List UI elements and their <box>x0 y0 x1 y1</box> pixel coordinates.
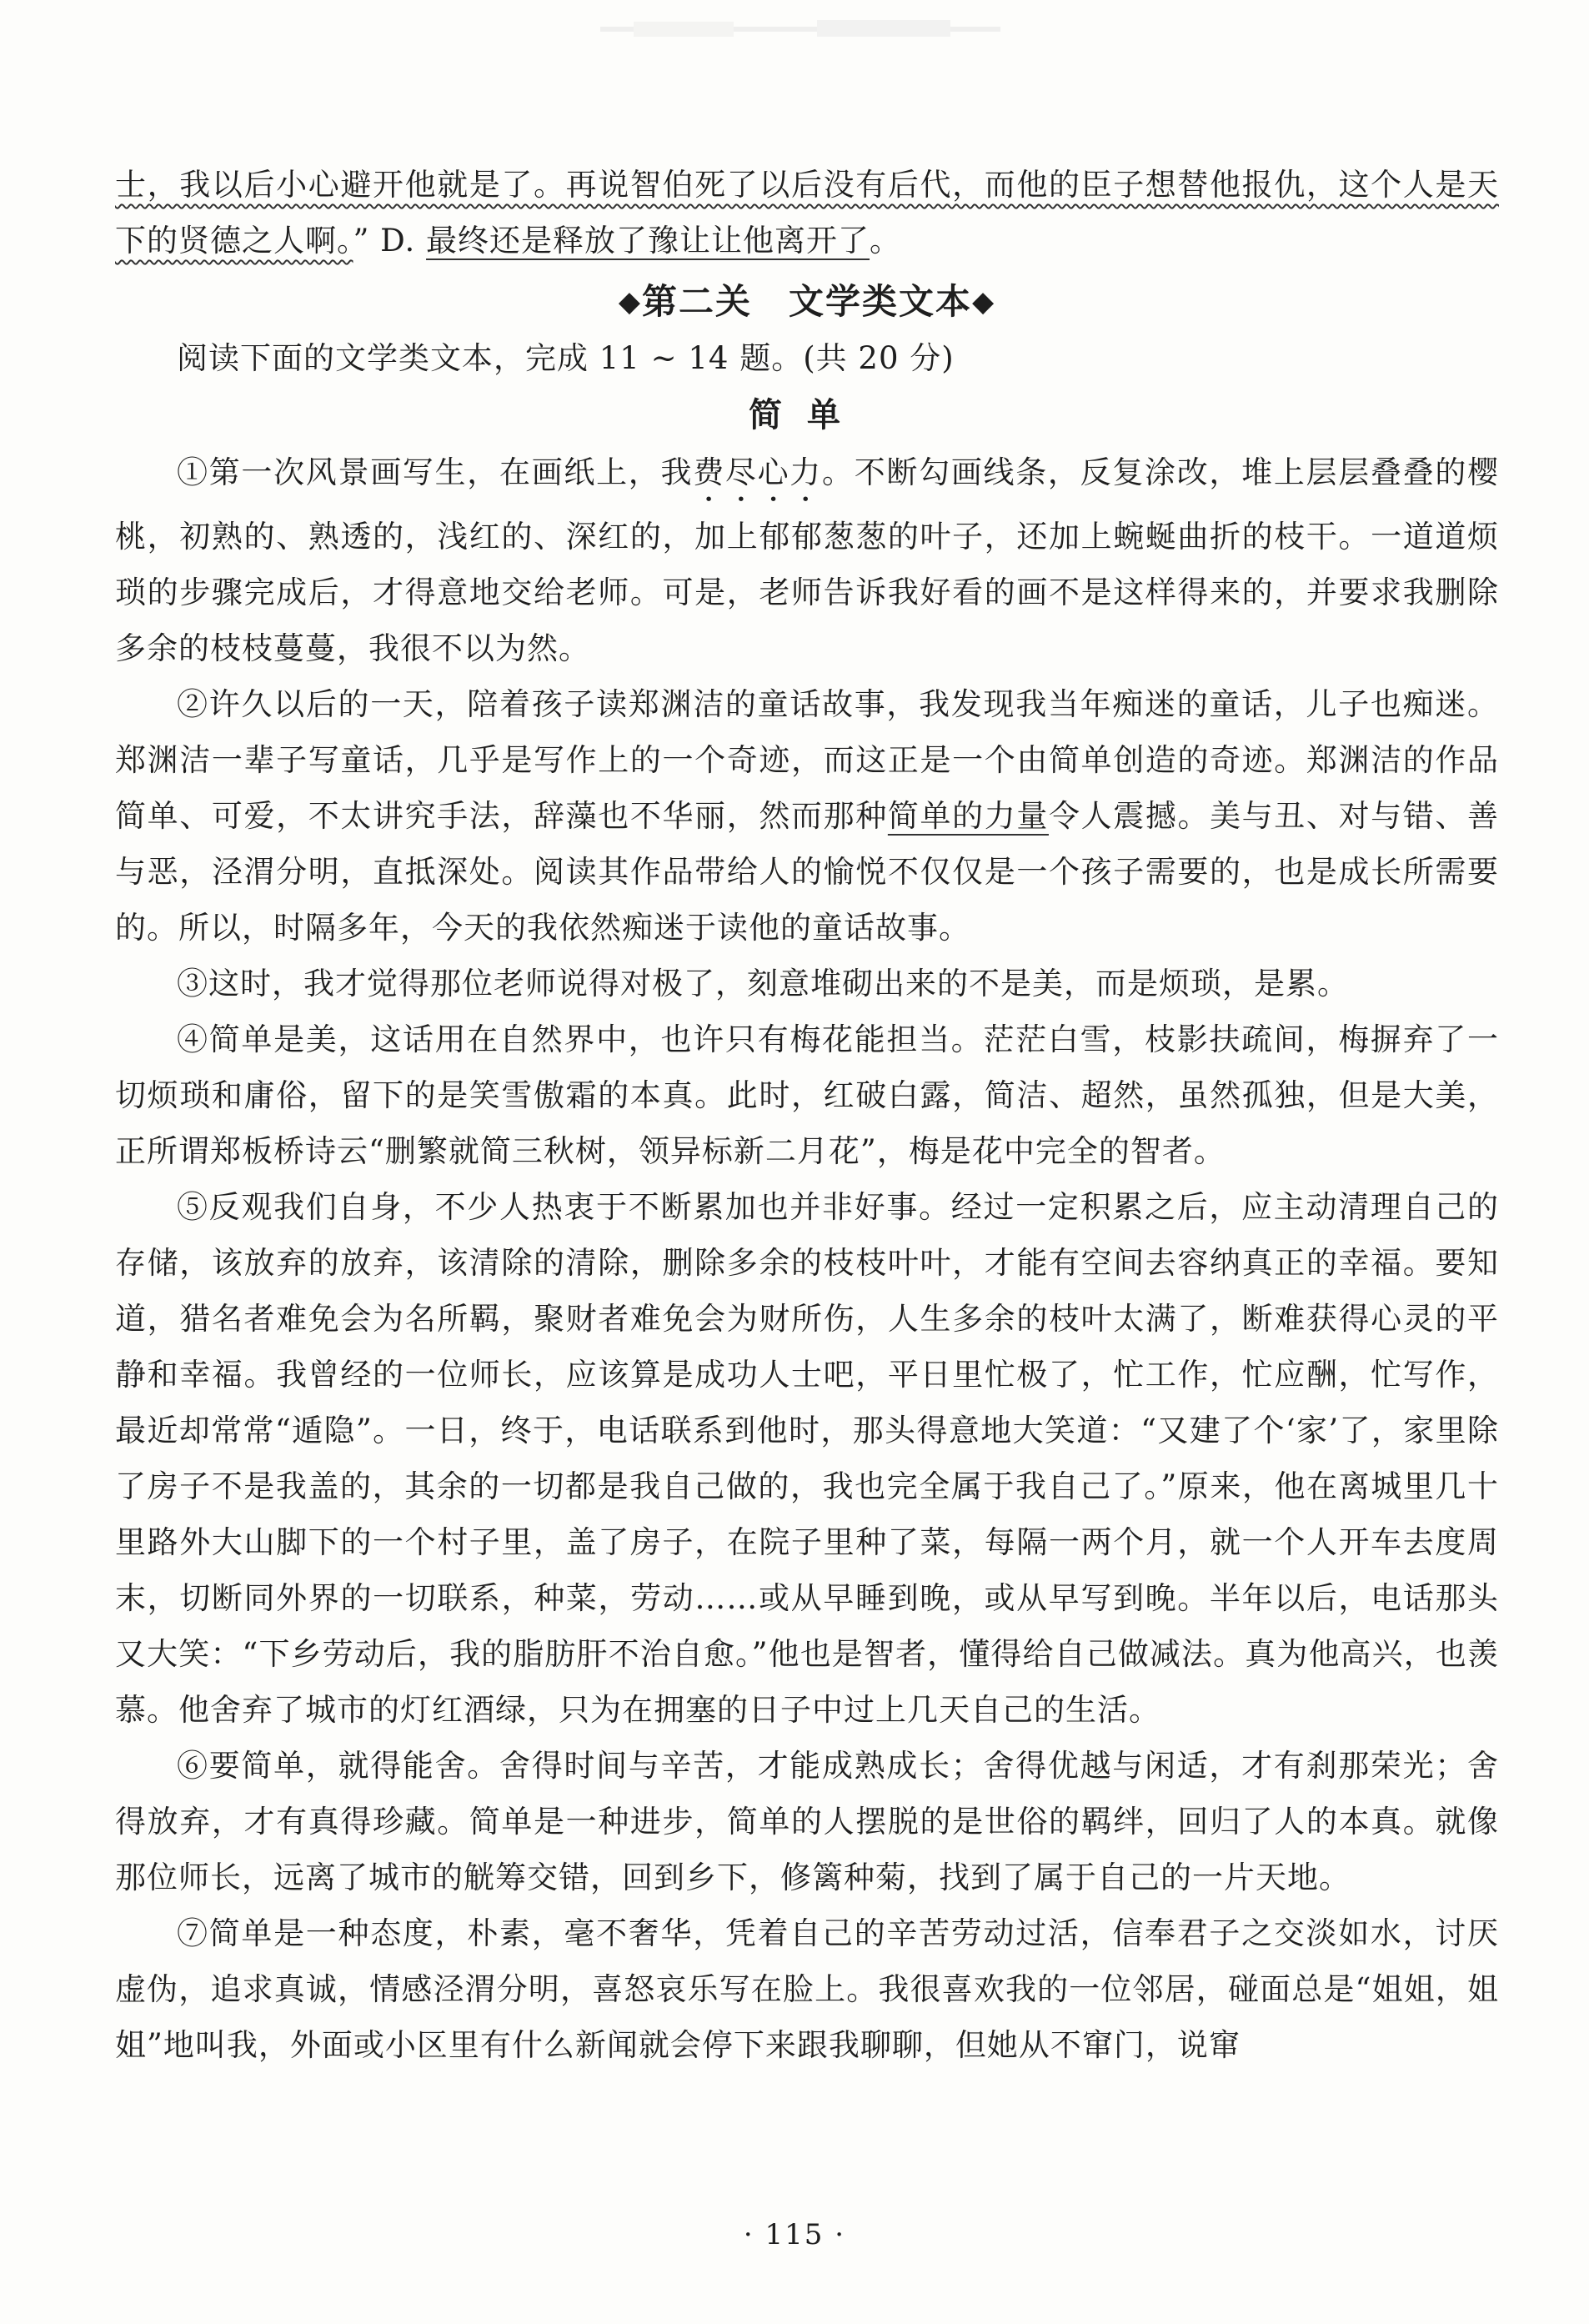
intro-translation <box>115 157 1499 269</box>
article-title: 简单 <box>749 396 865 434</box>
section-title-part1: 第二关 <box>641 281 752 322</box>
page-number: · 115 · <box>743 2218 846 2251</box>
paragraph-1 <box>115 444 1499 676</box>
paragraph-5: ⑤反观我们自身，不少人热衷于不断累加也并非好事。经过一定积累之后，应主动清理自己的存储，该放弃的放弃，该清除的清除，删除多余的枝枝叶叶，才能有空间去容纳真正的幸福。要知道，猎名者难免会为名所羁，聚财者难免会为财所伤，人生多余的枝叶太满了，断难获得心灵的平静和幸福。我曾经的一位师长，应该算是成功人士吧，平日里忙极了，忙工作，忙应酬，忙写作，最近却常常“遁隐”。一日，终于，电话联系到他时，那头得意地大笑道：“又建了个‘家’了，家里除了房子不是我盖的，其余的一切都是我自己做的，我也完全属于我自己了。”原来，他在离城里几十里路外大山脚下的一个村子里，盖了房子，在院子里种了菜，每隔一两个月，就一个人开车去度周末，切断同外界的一切联系，种菜，劳动……或从早睡到晚，或从早写到晚。半年以后，电话那头又大笑：“下乡劳动后，我的脂肪肝不治自愈。”他也是智者，懂得给自己做减法。真为他高兴，也羡慕。他舍弃了城市的灯红酒绿，只为在拥塞的日子中过上几天自己的生活。 <box>115 1189 1499 1728</box>
paragraph-1-text-b: 。不断勾画线条，反复涂改，堆上层层叠叠的樱桃，初熟的、熟透的，浅红的、深红的，加上郁郁葱葱的叶子，还加上蜿蜒曲折的枝干。一道道烦琐的步骤完成后，才得意地交给老师。可是，老师告诉我好看的画不是这样得来的，并要求我删除多余的枝枝蔓蔓，我很不以为然。 <box>115 454 1500 666</box>
scan-artifact <box>600 15 1000 47</box>
paragraph-3: ③这时，我才觉得那位老师说得对极了，刻意堆砌出来的不是美，而是烦琐，是累。 <box>177 966 1349 1001</box>
paragraph-6: ⑥要简单，就得能舍。舍得时间与辛苦，才能成熟成长；舍得优越与闲适，才有刹那荣光；舍得放弃，才有真得珍藏。简单是一种进步，简单的人摆脱的是世俗的羁绊，回归了人的本真。就像那位师长，远离了城市的觥筹交错，回到乡下，修篱种菊，找到了属于自己的一片天地。 <box>115 1748 1499 1895</box>
paragraph-1-text-a: ①第一次风景画写生，在画纸上，我 <box>177 454 694 490</box>
section-instruction: 阅读下面的文学类文本，完成 11 ~ 14 题。(共 20 分) <box>177 340 955 376</box>
section-heading <box>115 274 1499 330</box>
paragraph-2 <box>115 676 1499 956</box>
paragraph-2-text-a: ②许久以后的一天，陪着孩子读郑渊洁的童话故事，我发现我当年痴迷的童话，儿子也痴迷。郑渊洁一辈子写童话，几乎是写作上的一个奇迹，而这正是一个由简单创造的奇迹。郑渊洁的作品简单、可爱，不太讲究手法，辞藻也不华丽，然而那种 <box>115 686 1499 834</box>
paragraph-4: ④简单是美，这话用在自然界中，也许只有梅花能担当。茫茫白雪，枝影扶疏间，梅摒弃了一切烦琐和庸俗，留下的是笑雪傲霜的本真。此时，红破白露，简洁、超然，虽然孤独，但是大美，正所谓郑板桥诗云“删繁就简三秋树，领异标新二月花”，梅是花中完全的智者。 <box>115 1021 1499 1169</box>
page-content <box>115 157 1499 2073</box>
paragraph-7: ⑦简单是一种态度，朴素，毫不奢华，凭着自己的辛苦劳动过活，信奉君子之交淡如水，讨厌虚伪，追求真诚，情感泾渭分明，喜怒哀乐写在脸上。我很喜欢我的一位邻居，碰面总是“姐姐，姐姐”地叫我，外面或小区里有什么新闻就会停下来跟我聊聊，但她从不窜门，说窜 <box>115 1915 1499 2063</box>
intro-end-punct: 。 <box>870 223 902 259</box>
paragraph-2-text-b: 令人震撼。美与丑、对与错、善与恶，泾渭分明，直抵深处。阅读其作品带给人的愉悦不仅仅是一个孩子需要的，也是成长所需要的。所以，时隔多年，今天的我依然痴迷于读他的童话故事。 <box>115 798 1500 946</box>
section-title-part2: 文学类文本 <box>789 281 973 322</box>
paragraph-1-emphasized: 费尽心力 <box>693 454 823 490</box>
diamond-left-icon: ◆ <box>618 285 642 319</box>
intro-wavy-line-2: 是天下的贤德之人啊。 <box>115 167 1500 259</box>
intro-option-label: ” D. <box>353 223 427 259</box>
intro-wavy-line-1: 士，我以后小心避开他就是了。再说智伯死了以后没有后代，而他的臣子想替他报仇，这个人 <box>115 167 1436 203</box>
paragraph-2-underlined: 简单的力量 <box>887 798 1049 834</box>
diamond-right-icon: ◆ <box>972 285 996 319</box>
intro-underlined-answer: 最终还是释放了豫让让他离开了 <box>426 223 870 259</box>
